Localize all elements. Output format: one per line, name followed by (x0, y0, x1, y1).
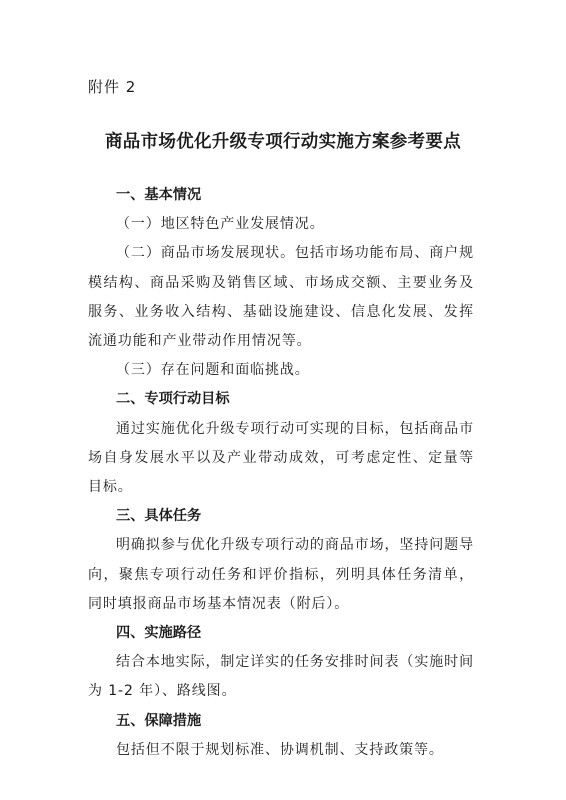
section-heading-action-goals: 二、专项行动目标 (116, 391, 230, 408)
attachment-label: 附件 2 (88, 78, 137, 96)
paragraph-industry-development: （一）地区特色产业发展情况。 (116, 216, 325, 233)
paragraph-problems-challenges: （三）存在问题和面临挑战。 (116, 362, 310, 379)
section-heading-safeguards: 五、保障措施 (116, 712, 202, 729)
section-heading-basic-situation: 一、基本情况 (116, 187, 202, 203)
paragraph-implementation-path: 结合本地实际，制定详实的任务安排时间表（实施时间为 1-2 年）、路线图。 (88, 654, 474, 700)
document-title: 商品市场优化升级专项行动实施方案参考要点 (105, 132, 461, 152)
section-heading-implementation-path: 四、实施路径 (116, 625, 202, 642)
paragraph-action-goals: 通过实施优化升级专项行动可实现的目标，包括商品市场自身发展水平以及产业带动成效，可考虑定性、定量等目标。 (88, 420, 474, 496)
paragraph-specific-tasks: 明确拟参与优化升级专项行动的商品市场，坚持问题导向，聚焦专项行动任务和评价指标，列明具体任务清单，同时填报商品市场基本情况表（附后）。 (88, 537, 474, 612)
section-heading-specific-tasks: 三、具体任务 (116, 508, 202, 525)
document-body (88, 181, 474, 765)
paragraph-market-status: （二）商品市场发展现状。包括市场功能布局、商户规模结构、商品采购及销售区域、市场成交额、主要业务及服务、业务收入结构、基础设施建设、信息化发展、发挥流通功能和产业带动作用情况等。 (88, 245, 474, 350)
paragraph-safeguards: 包括但不限于规划标准、协调机制、支持政策等。 (116, 741, 444, 758)
